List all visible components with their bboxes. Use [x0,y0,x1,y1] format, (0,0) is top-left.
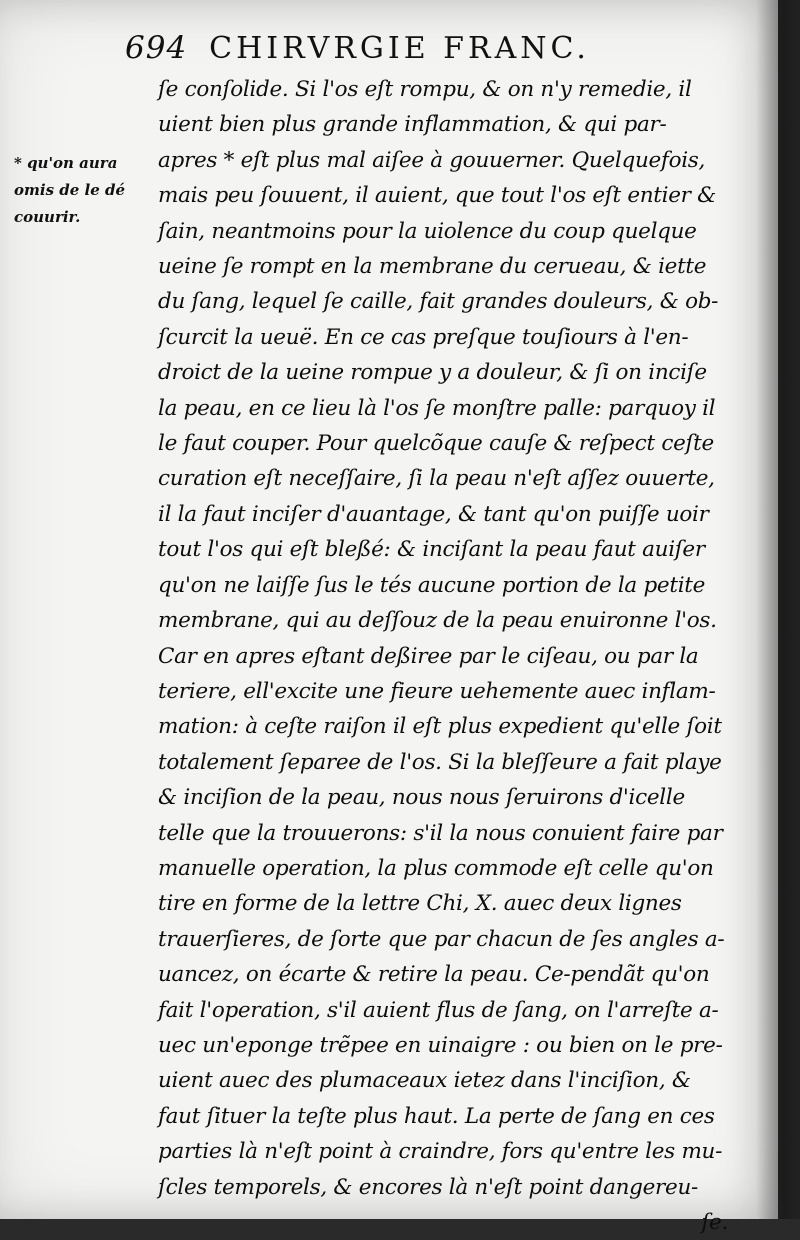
text-line: faut ſituer la teſte plus haut. La perte de ſang en ces [158,1103,715,1129]
page-gutter-shadow [756,0,800,1219]
text-line: & inciſion de la peau, nous nous ſeruirons d'icelle [158,785,685,811]
margin-note [14,150,154,231]
text-line: uancez, on écarte & retire la peau. Ce-pendãt qu'on [158,962,710,988]
running-title: CHIRVRGIE FRANC. [209,31,590,66]
text-line: curation eſt neceſſaire, ſi la peau n'eſt aſſez ouuerte, [158,466,715,492]
text-line: ſain, neantmoins pour la uiolence du coup quelque [158,218,697,244]
text-line: manuelle operation, la plus commode eſt celle qu'on [158,855,714,881]
text-line: uec un'eponge trẽpee en uinaigre : ou bien on le pre- [158,1032,723,1058]
text-line: Car en apres eſtant deßiree par le ciſeau, ou par la [158,643,699,669]
text-line: mation: à ceſte raiſon il eſt plus expedient qu'elle ſoit [158,714,722,740]
margin-note-line: * qu'on aura [14,154,118,172]
text-line: fait l'operation, s'il auient flus de ſang, on l'arreſte a- [158,997,719,1023]
body-text [158,72,758,1240]
text-line: tout l'os qui eſt bleßé: & inciſant la peau faut auiſer [158,537,705,563]
text-line: droict de la ueine rompue y a douleur, & ſi on inciſe [158,360,707,386]
text-line: ſcurcit la ueuë. En ce cas preſque touſiours à l'en- [158,324,689,350]
text-line: uient auec des plumaceaux ietez dans l'inciſion, & [158,1068,691,1094]
text-line: totalement ſeparee de l'os. Si la bleſſeure a fait playe [158,749,722,775]
running-head [125,30,685,66]
text-line-last: ſe. [701,1210,728,1235]
text-line: le faut couper. Pour quelcõque cauſe & reſpect ceſte [158,431,714,457]
text-line: qu'on ne laiſſe ſus le tés aucune portion de la petite [158,572,706,598]
text-line: mais peu ſouuent, il auient, que tout l'os eſt entier & [158,183,716,209]
text-line: ſe conſolide. Si l'os eſt rompu, & on n'y remedie, il [158,77,692,102]
text-line: uient bien plus grande inflammation, & qui par- [158,112,667,138]
text-line: du ſang, lequel ſe caille, fait grandes douleurs, & ob- [158,289,719,315]
text-line: ueine ſe rompt en la membrane du cerueau, & iette [158,254,707,280]
text-line: teriere, ell'excite une fieure uehemente auec inflam- [158,678,716,704]
text-line: tire en forme de la lettre Chi, X. auec deux lignes [158,891,682,917]
text-line: trauerſieres, de ſorte que par chacun de ſes angles a- [158,926,725,952]
margin-note-line: omis de le dé [14,181,125,199]
text-line: parties là n'eſt point à craindre, fors qu'entre les mu- [158,1139,723,1165]
text-line: telle que la trouuerons: s'il la nous conuient faire par [158,820,723,846]
text-line: membrane, qui au deſſouz de la peau enuironne l'os. [158,608,717,634]
margin-note-line: couurir. [14,208,81,226]
text-line: il la faut inciſer d'auantage, & tant qu'on puiſſe uoir [158,501,709,527]
page-number: 694 [125,30,188,66]
text-line: ſcles temporels, & encores là n'eſt point dangereu- [158,1174,698,1200]
text-line: apres * eſt plus mal aiſee à gouuerner. Quelquefois, [158,147,706,173]
text-line: la peau, en ce lieu là l'os ſe monſtre palle: parquoy il [158,395,716,421]
